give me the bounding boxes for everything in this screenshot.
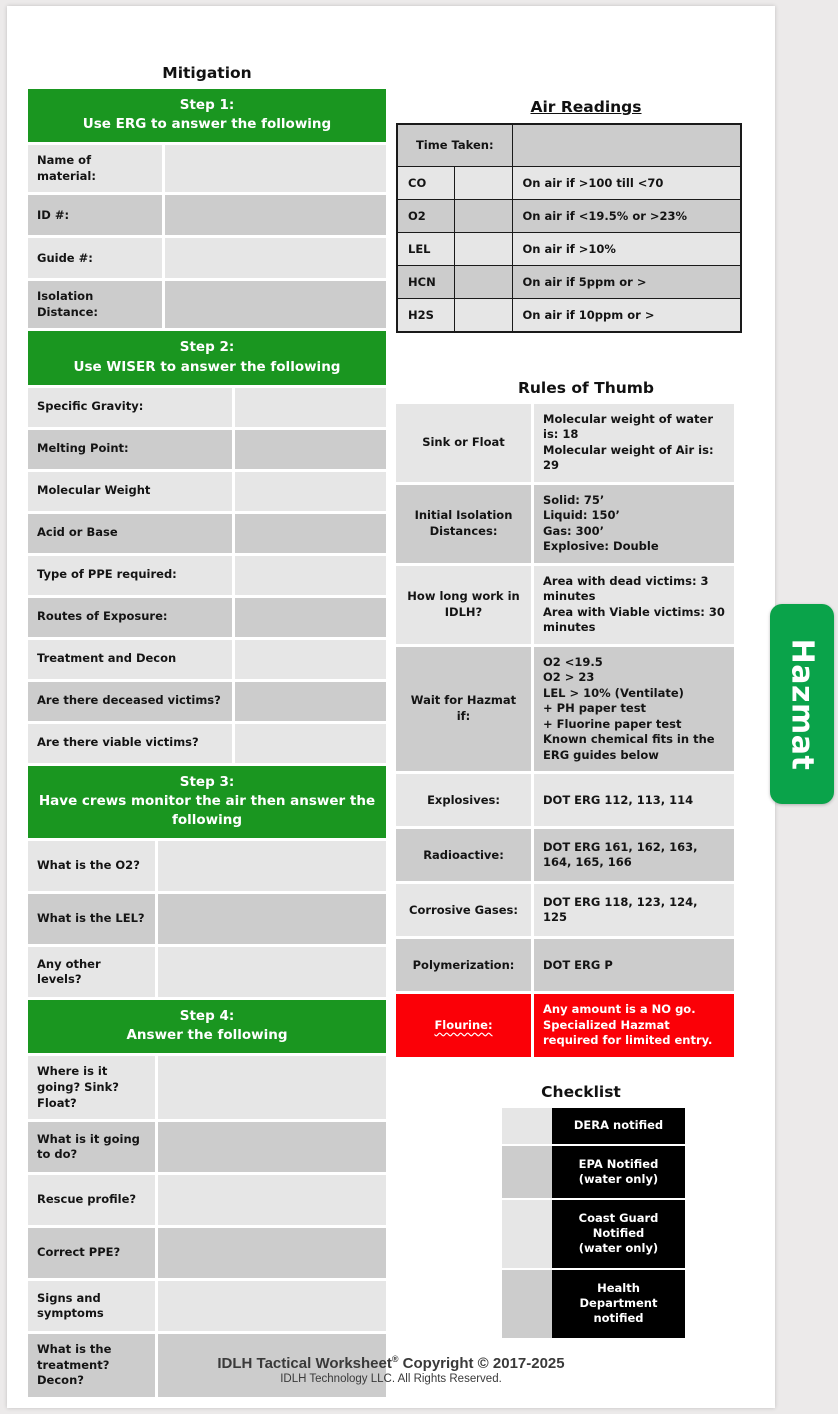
row-input-field[interactable] bbox=[235, 388, 386, 427]
row-label: Molecular Weight bbox=[28, 472, 232, 511]
step4-subheading: Answer the following bbox=[126, 1027, 288, 1044]
mitigation-title: Mitigation bbox=[162, 64, 252, 82]
table-row bbox=[28, 640, 386, 679]
gas-reading-input[interactable] bbox=[455, 166, 513, 199]
table-row bbox=[28, 430, 386, 469]
step4-heading: Step 4: bbox=[179, 1008, 235, 1025]
row-input-field[interactable] bbox=[235, 430, 386, 469]
table-row bbox=[396, 566, 734, 644]
footer-copyright bbox=[7, 1354, 775, 1385]
rule-value-line: O2 <19.5 bbox=[543, 654, 603, 669]
checklist-label-line: Department bbox=[579, 1296, 658, 1311]
table-row bbox=[397, 232, 741, 265]
row-label: Type of PPE required: bbox=[28, 556, 232, 595]
rule-value bbox=[534, 404, 734, 482]
row-input-field[interactable] bbox=[165, 195, 386, 235]
rule-value bbox=[534, 566, 734, 644]
rule-value bbox=[534, 994, 734, 1057]
row-label: Isolation Distance: bbox=[28, 281, 162, 328]
row-label: Treatment and Decon bbox=[28, 640, 232, 679]
step2-rows bbox=[28, 388, 386, 763]
row-input-field[interactable] bbox=[158, 1281, 386, 1331]
row-label: Correct PPE? bbox=[28, 1228, 155, 1278]
table-row bbox=[396, 884, 734, 936]
row-label: Name of material: bbox=[28, 145, 162, 192]
checklist-label-line: (water only) bbox=[578, 1241, 659, 1256]
row-label: Melting Point: bbox=[28, 430, 232, 469]
rule-value-line: LEL > 10% (Ventilate) bbox=[543, 685, 684, 700]
gas-reading-input[interactable] bbox=[455, 298, 513, 332]
row-input-field[interactable] bbox=[235, 472, 386, 511]
rule-label: Corrosive Gases: bbox=[396, 884, 531, 936]
row-label: Specific Gravity: bbox=[28, 388, 232, 427]
table-row bbox=[28, 947, 386, 997]
rule-value-line: DOT ERG 112, 113, 114 bbox=[543, 792, 694, 807]
rule-value bbox=[534, 939, 734, 991]
table-row bbox=[397, 166, 741, 199]
row-input-field[interactable] bbox=[235, 640, 386, 679]
row-input-field[interactable] bbox=[165, 238, 386, 278]
time-taken-label: Time Taken: bbox=[397, 124, 512, 166]
table-row bbox=[28, 472, 386, 511]
gas-threshold: On air if 10ppm or > bbox=[512, 298, 741, 332]
row-input-field[interactable] bbox=[165, 281, 386, 328]
checkbox-cell[interactable] bbox=[502, 1270, 552, 1338]
row-label: What is the O2? bbox=[28, 841, 155, 891]
row-label: Are there viable victims? bbox=[28, 724, 232, 763]
step3-subheading: Have crews monitor the air then answer the following bbox=[38, 792, 376, 828]
table-row bbox=[397, 298, 741, 332]
hazmat-tab[interactable] bbox=[770, 604, 834, 804]
rule-value-line: Known chemical fits in the ERG guides below bbox=[543, 732, 715, 762]
time-taken-input[interactable] bbox=[512, 124, 741, 166]
rule-value-line: DOT ERG 161, 162, 163, 164, 165, 166 bbox=[543, 839, 698, 870]
step4-banner bbox=[28, 1000, 386, 1053]
checklist-label-line: DERA notified bbox=[573, 1118, 664, 1133]
rules-of-thumb-table bbox=[396, 404, 734, 1057]
rules-of-thumb-title: Rules of Thumb bbox=[517, 378, 655, 397]
row-input-field[interactable] bbox=[158, 894, 386, 944]
checklist-label-line: Health bbox=[597, 1281, 640, 1296]
checklist-label-line: (water only) bbox=[578, 1171, 659, 1186]
table-row bbox=[396, 774, 734, 826]
step2-banner bbox=[28, 331, 386, 384]
rule-value-line: + PH paper test bbox=[543, 701, 647, 716]
table-row bbox=[28, 724, 386, 763]
row-label: What is the LEL? bbox=[28, 894, 155, 944]
checklist-item-label bbox=[552, 1146, 685, 1198]
rule-label: How long work in IDLH? bbox=[396, 566, 531, 644]
table-row bbox=[396, 829, 734, 881]
table-row bbox=[28, 238, 386, 278]
row-label: Acid or Base bbox=[28, 514, 232, 553]
mitigation-column bbox=[28, 64, 386, 1400]
rule-value bbox=[534, 485, 734, 563]
rule-label: Radioactive: bbox=[396, 829, 531, 881]
row-label: Are there deceased victims? bbox=[28, 682, 232, 721]
list-item bbox=[502, 1200, 776, 1268]
checkbox-cell[interactable] bbox=[502, 1108, 552, 1144]
table-row bbox=[397, 199, 741, 232]
list-item bbox=[502, 1146, 776, 1198]
checklist-label-line: EPA Notified bbox=[578, 1156, 659, 1171]
air-readings-table bbox=[396, 123, 742, 333]
gas-name: LEL bbox=[397, 232, 455, 265]
worksheet-page bbox=[7, 6, 775, 1408]
checklist-item-label bbox=[552, 1200, 685, 1268]
list-item bbox=[502, 1108, 776, 1144]
rule-value-line: Any amount is a NO go. Specialized Hazmat required for limited entry. bbox=[543, 1002, 713, 1048]
gas-threshold: On air if >10% bbox=[512, 232, 741, 265]
checklist-item-label bbox=[552, 1270, 685, 1338]
table-row bbox=[28, 598, 386, 637]
checklist-label-line: notified bbox=[593, 1311, 644, 1326]
gas-threshold: On air if <19.5% or >23% bbox=[512, 199, 741, 232]
step3-banner bbox=[28, 766, 386, 838]
row-label: Rescue profile? bbox=[28, 1175, 155, 1225]
gas-name: O2 bbox=[397, 199, 455, 232]
gas-name: H2S bbox=[397, 298, 455, 332]
footer-line-2: IDLH Technology LLC. All Rights Reserved. bbox=[280, 1373, 502, 1385]
step1-subheading: Use ERG to answer the following bbox=[82, 116, 332, 133]
row-label: What is the treatment? Decon? bbox=[28, 1334, 155, 1397]
checklist-item-label bbox=[552, 1108, 685, 1144]
row-input-field[interactable] bbox=[158, 1228, 386, 1278]
step4-rows bbox=[28, 1056, 386, 1396]
table-row bbox=[28, 195, 386, 235]
rule-value-line: DOT ERG P bbox=[543, 957, 613, 972]
row-label: ID #: bbox=[28, 195, 162, 235]
row-label: Where is it going? Sink? Float? bbox=[28, 1056, 155, 1119]
rule-value-line: Area with Viable victims: 30 minutes bbox=[543, 604, 725, 635]
rule-value-line: DOT ERG 118, 123, 124, 125 bbox=[543, 894, 698, 925]
air-readings-title: Air Readings bbox=[530, 98, 642, 116]
table-row bbox=[396, 647, 734, 772]
step1-heading: Step 1: bbox=[179, 97, 235, 113]
rule-value-line: Area with dead victims: 3 minutes bbox=[543, 573, 709, 604]
rule-label: Explosives: bbox=[396, 774, 531, 826]
step1-banner bbox=[28, 89, 386, 142]
footer-product-name: IDLH Tactical Worksheet bbox=[217, 1355, 392, 1372]
gas-name: CO bbox=[397, 166, 455, 199]
step3-heading: Step 3: bbox=[179, 773, 235, 790]
table-row bbox=[28, 1122, 386, 1172]
rule-label: Sink or Float bbox=[396, 404, 531, 482]
misspelled-word: Flourine: bbox=[434, 1017, 493, 1032]
checkbox-cell[interactable] bbox=[502, 1200, 552, 1268]
rule-label: Initial Isolation Distances: bbox=[396, 485, 531, 563]
row-label: Routes of Exposure: bbox=[28, 598, 232, 637]
checklist-section bbox=[396, 1083, 776, 1338]
table-row bbox=[28, 388, 386, 427]
table-row bbox=[396, 485, 734, 563]
rule-value-line: Liquid: 150’ bbox=[543, 508, 620, 523]
row-input-field[interactable] bbox=[158, 841, 386, 891]
row-input-field[interactable] bbox=[158, 1122, 386, 1172]
checklist-label-line: Coast Guard bbox=[578, 1211, 659, 1226]
row-label: Any other levels? bbox=[28, 947, 155, 997]
checklist-label-line: Notified bbox=[592, 1226, 645, 1241]
rule-label: Wait for Hazmat if: bbox=[396, 647, 531, 772]
gas-threshold: On air if 5ppm or > bbox=[512, 265, 741, 298]
table-row bbox=[28, 1056, 386, 1119]
step1-rows bbox=[28, 145, 386, 328]
row-input-field[interactable] bbox=[158, 1175, 386, 1225]
rule-value-line: O2 > 23 bbox=[543, 670, 595, 685]
table-row bbox=[28, 281, 386, 328]
table-row bbox=[396, 404, 734, 482]
hazmat-tab-label: Hazmat bbox=[784, 638, 820, 770]
step2-subheading: Use WISER to answer the following bbox=[73, 358, 341, 375]
rule-value-line: Molecular weight of water is: 18 bbox=[543, 411, 714, 442]
table-row bbox=[397, 265, 741, 298]
row-input-field[interactable] bbox=[235, 556, 386, 595]
rule-value-line: Explosive: Double bbox=[543, 539, 659, 554]
rule-value bbox=[534, 829, 734, 881]
gas-reading-input[interactable] bbox=[455, 265, 513, 298]
rule-label: Polymerization: bbox=[396, 939, 531, 991]
table-row bbox=[28, 514, 386, 553]
footer-copyright-years: Copyright © 2017-2025 bbox=[398, 1355, 565, 1372]
table-row bbox=[28, 145, 386, 192]
rule-value bbox=[534, 647, 734, 772]
row-label: Signs and symptoms bbox=[28, 1281, 155, 1331]
rule-value-line: + Fluorine paper test bbox=[543, 716, 682, 731]
rule-value-line: Solid: 75’ bbox=[543, 492, 605, 507]
gas-name: HCN bbox=[397, 265, 455, 298]
table-row bbox=[397, 124, 741, 166]
row-input-field[interactable] bbox=[158, 1056, 386, 1119]
rule-value-line: Molecular weight of Air is: 29 bbox=[543, 442, 714, 473]
rule-label bbox=[396, 994, 531, 1057]
gas-reading-input[interactable] bbox=[455, 199, 513, 232]
row-input-field[interactable] bbox=[235, 682, 386, 721]
rule-value bbox=[534, 774, 734, 826]
table-row bbox=[28, 1175, 386, 1225]
table-row bbox=[396, 939, 734, 991]
row-input-field[interactable] bbox=[165, 145, 386, 192]
gas-reading-input[interactable] bbox=[455, 232, 513, 265]
step2-heading: Step 2: bbox=[179, 339, 235, 356]
row-input-field[interactable] bbox=[235, 598, 386, 637]
row-input-field[interactable] bbox=[235, 514, 386, 553]
registered-trademark-icon: ® bbox=[391, 1354, 399, 1364]
footer-line-1 bbox=[7, 1354, 775, 1372]
row-label: Guide #: bbox=[28, 238, 162, 278]
table-row bbox=[28, 1281, 386, 1331]
checklist-rows bbox=[502, 1108, 776, 1338]
gas-threshold: On air if >100 till <70 bbox=[512, 166, 741, 199]
table-row bbox=[28, 1228, 386, 1278]
row-input-field[interactable] bbox=[235, 724, 386, 763]
step3-rows bbox=[28, 841, 386, 997]
table-row bbox=[28, 894, 386, 944]
alert-row bbox=[396, 994, 734, 1057]
reference-column bbox=[396, 98, 776, 1340]
rule-value-line: Gas: 300’ bbox=[543, 523, 605, 538]
table-row bbox=[28, 841, 386, 891]
table-row bbox=[28, 556, 386, 595]
rule-value bbox=[534, 884, 734, 936]
row-input-field[interactable] bbox=[158, 947, 386, 997]
row-label: What is it going to do? bbox=[28, 1122, 155, 1172]
checkbox-cell[interactable] bbox=[502, 1146, 552, 1198]
table-row bbox=[28, 682, 386, 721]
list-item bbox=[502, 1270, 776, 1338]
checklist-title: Checklist bbox=[541, 1082, 621, 1101]
